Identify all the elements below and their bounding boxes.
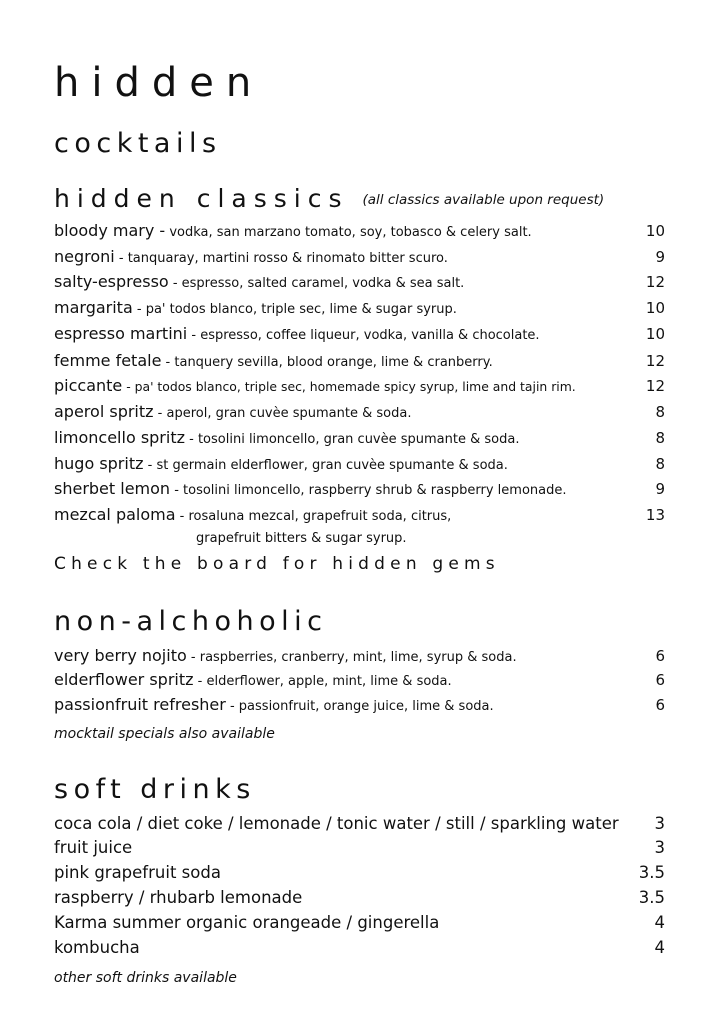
menu-item — [54, 401, 665, 423]
item-price: 8 — [655, 403, 665, 421]
item-price: 12 — [645, 377, 665, 395]
menu-item — [54, 478, 665, 500]
item-price: 10 — [645, 325, 665, 343]
item-price: 9 — [655, 480, 665, 498]
item-description: - rosaluna mezcal, grapefruit soda, citrus, — [175, 509, 452, 524]
menu-item — [54, 813, 665, 835]
menu-item — [54, 504, 665, 547]
item-price: 6 — [655, 647, 665, 665]
item-description: - tanquery sevilla, blood orange, lime & cranberry. — [161, 355, 493, 370]
item-description: - pa' todos blanco, triple sec, homemade spicy syrup, lime and tajin rim. — [122, 379, 576, 394]
item-description-continued: grapefruit bitters & sugar syrup. — [196, 531, 407, 546]
item-description: - raspberries, cranberry, mint, lime, syrup & soda. — [186, 650, 517, 665]
item-name: fruit juice — [54, 838, 133, 857]
menu-item — [54, 246, 665, 268]
menu-item — [54, 297, 665, 319]
item-description: vodka, san marzano tomato, soy, tobasco & celery salt. — [165, 225, 532, 240]
item-name: aperol spritz — [54, 402, 154, 421]
item-name: sherbet lemon — [54, 479, 171, 498]
item-price: 3 — [654, 838, 665, 857]
menu-item — [54, 271, 665, 293]
item-description: - tanquaray, martini rosso & rinomato bitter scuro. — [114, 251, 448, 266]
item-description: - aperol, gran cuvèe spumante & soda. — [153, 406, 412, 421]
item-price: 4 — [654, 913, 665, 932]
item-price: 8 — [655, 455, 665, 473]
cocktails-heading: cocktails — [54, 128, 222, 159]
item-name: elderflower spritz — [54, 670, 194, 689]
item-price: 6 — [655, 696, 665, 714]
menu-item — [54, 862, 665, 884]
item-description: - pa' todos blanco, triple sec, lime & sugar syrup. — [132, 302, 457, 317]
item-name: bloody mary - — [54, 221, 166, 240]
item-name: kombucha — [54, 938, 140, 957]
item-price: 3.5 — [638, 863, 665, 882]
item-description: - espresso, salted caramel, vodka & sea salt. — [168, 276, 465, 291]
item-name: piccante — [54, 376, 123, 395]
item-description: - elderflower, apple, mint, lime & soda. — [193, 674, 452, 689]
item-name: Karma summer organic orangeade / gingerella — [54, 913, 440, 932]
item-price: 12 — [645, 352, 665, 370]
menu-item — [54, 912, 665, 934]
classics-heading — [54, 184, 604, 213]
item-price: 8 — [655, 429, 665, 447]
item-name: salty-espresso — [54, 272, 169, 291]
item-price: 4 — [654, 938, 665, 957]
menu-item — [54, 453, 665, 475]
item-name: negroni — [54, 247, 115, 266]
item-name: pink grapefruit soda — [54, 863, 221, 882]
item-price: 6 — [655, 671, 665, 689]
menu-item — [54, 427, 665, 449]
item-price: 12 — [645, 273, 665, 291]
item-name: raspberry / rhubarb lemonade — [54, 888, 303, 907]
item-price: 3 — [654, 814, 665, 833]
item-name: hugo spritz — [54, 454, 144, 473]
item-price: 10 — [645, 299, 665, 317]
menu-item — [54, 375, 665, 397]
menu-item — [54, 645, 665, 667]
brand-title: hidden — [54, 60, 264, 106]
item-name: femme fetale — [54, 351, 162, 370]
menu-item — [54, 350, 665, 372]
item-name: margarita — [54, 298, 133, 317]
item-price: 10 — [645, 222, 665, 240]
item-name: limoncello spritz — [54, 428, 185, 447]
board-note: Check the board for hidden gems — [54, 554, 500, 574]
menu-item — [54, 887, 665, 909]
item-price: 3.5 — [638, 888, 665, 907]
soft-drinks-note: other soft drinks available — [54, 970, 237, 986]
item-price: 9 — [655, 248, 665, 266]
item-description: - passionfruit, orange juice, lime & soda. — [225, 699, 494, 714]
menu-item — [54, 694, 665, 716]
menu-item — [54, 669, 665, 691]
menu-item — [54, 937, 665, 959]
soft-drinks-heading: soft drinks — [54, 774, 256, 805]
item-description: - tosolini limoncello, raspberry shrub & raspberry lemonade. — [170, 483, 567, 498]
item-name: passionfruit refresher — [54, 695, 226, 714]
item-description: - st germain elderflower, gran cuvèe spumante & soda. — [143, 458, 508, 473]
menu-item — [54, 220, 665, 242]
non-alcoholic-heading: non-alchoholic — [54, 606, 328, 637]
item-description: - tosolini limoncello, gran cuvèe spumante & soda. — [185, 432, 520, 447]
classics-heading-text: hidden classics — [54, 184, 349, 213]
item-name: coca cola / diet coke / lemonade / tonic water / still / sparkling water — [54, 814, 619, 833]
item-name: espresso martini — [54, 324, 188, 343]
menu-item — [54, 837, 665, 859]
item-name: mezcal paloma — [54, 505, 176, 524]
item-name: very berry nojito — [54, 646, 187, 665]
menu-item — [54, 323, 665, 345]
item-description: - espresso, coffee liqueur, vodka, vanilla & chocolate. — [187, 328, 540, 343]
classics-note: (all classics available upon request) — [362, 192, 605, 208]
item-price: 13 — [645, 506, 665, 524]
mocktail-note: mocktail specials also available — [54, 726, 275, 742]
